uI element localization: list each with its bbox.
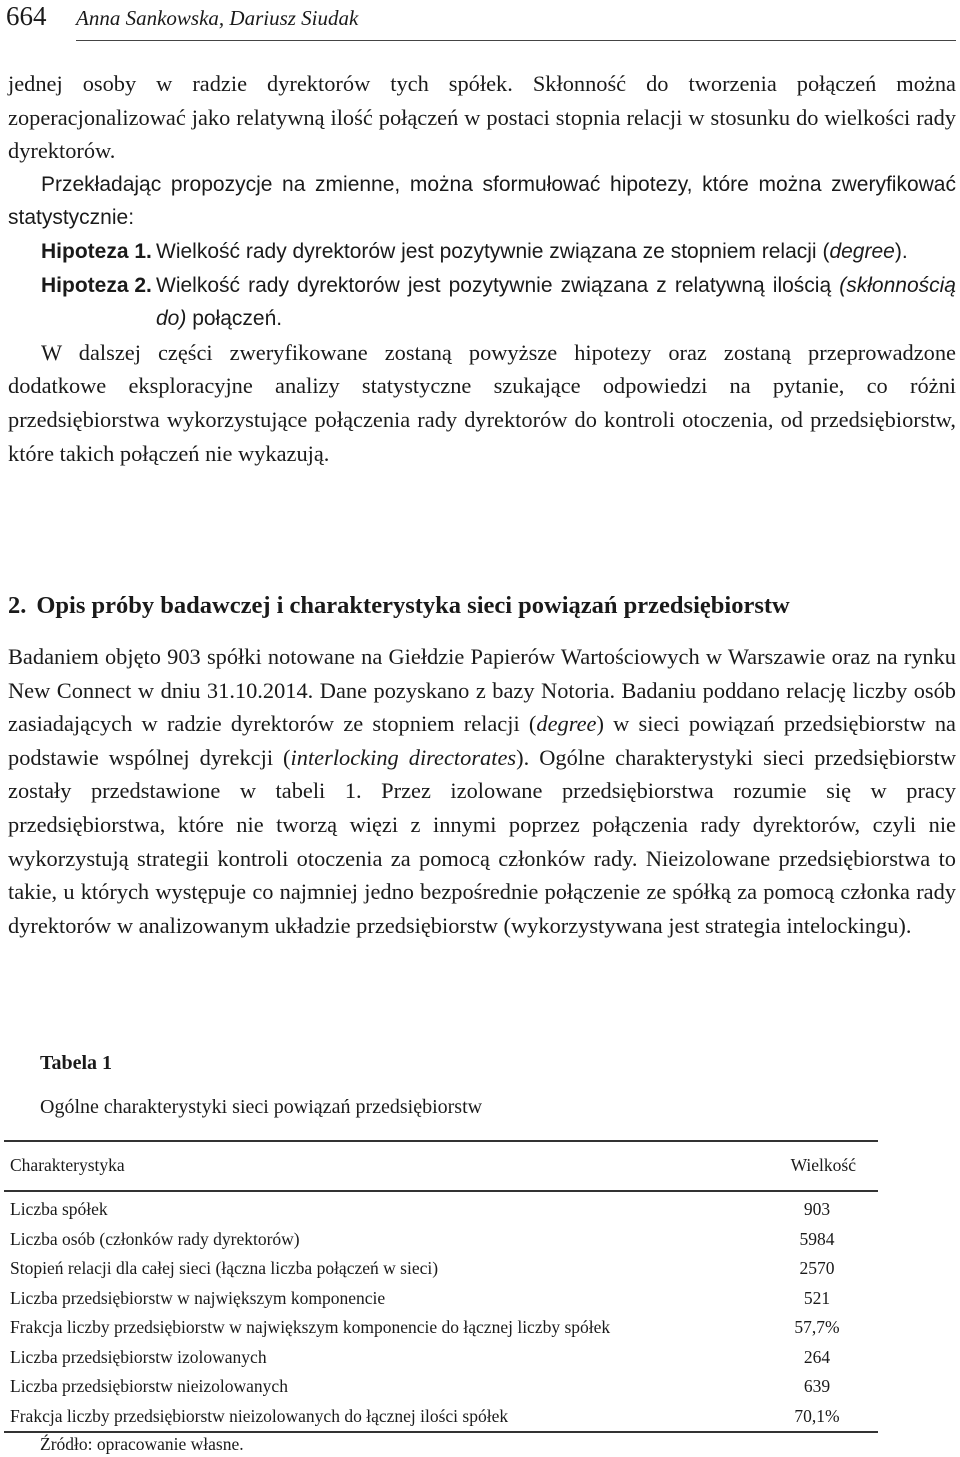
- hypothesis-1-text: [156, 235, 956, 269]
- table-cell-name: Liczba osób (członków rady dyrektorów): [10, 1228, 300, 1249]
- hypothesis-2-term: (skłonnością do): [156, 273, 956, 331]
- table-cell-name: Stopień relacji dla całej sieci (łączna liczba połączeń w sieci): [10, 1258, 439, 1278]
- table-caption: Ogólne charakterystyki sieci powiązań przedsiębiorstw: [40, 1096, 483, 1118]
- page-header: [0, 0, 960, 46]
- section-paragraph-part-a: Badaniem objęto 903 spółki notowane na Giełdzie Papierów Wartościowych w Warszawie oraz na rynku New Connect w dniu 31.10.2014. Dane pozyskano z bazy Notoria. Badaniu poddano relację liczby osób zasiadających w radzie dyrektorów ze stopniem relacji (: [8, 644, 956, 737]
- table-cell-name: Liczba przedsiębiorstw izolowanych: [10, 1346, 267, 1367]
- table-cell-value: 70,1%: [794, 1405, 840, 1426]
- table-source-note: Źródło: opracowanie własne.: [40, 1434, 244, 1454]
- section-paragraph-part-c: ). Ogólne charakterystyki sieci przedsiębiorstw zostały przedstawione w tabeli 1. Przez izolowane przedsiębiorstwa rozumie się w pracy przedsiębiorstwa, które nie tworzą więzi z innymi poprzez połączenia rady dyrektorów, czyli nie wykorzystują strategii kontroli otoczenia za pomocą członków rady. Nieizolowane przedsiębiorstwa to takie, u których występuje co najmniej jedno bezpośrednie połączenie ze spółką za pomocą członka rady dyrektorów w analizowanym układzie przedsiębiorstw (wykorzystywana jest strategia intelockingu).: [8, 744, 956, 938]
- section-paragraph: [8, 640, 956, 942]
- table-label: Tabela 1: [40, 1052, 113, 1074]
- page-number: 664: [6, 1, 47, 31]
- table-cell-value: 521: [803, 1287, 831, 1308]
- table-header-value: Wielkość: [790, 1155, 856, 1176]
- hypothesis-1-term: degree: [829, 239, 895, 263]
- hypothesis-2: [8, 269, 956, 336]
- table-cell-name: Liczba przedsiębiorstw w największym komponencie: [10, 1287, 386, 1308]
- table-cell-name: Frakcja liczby przedsiębiorstw w największym komponencie do łącznej liczby spółek: [10, 1317, 611, 1337]
- table-cell-name: Liczba spółek: [10, 1199, 108, 1219]
- hypothesis-2-text: [156, 269, 956, 336]
- table-cell-value: 903: [803, 1199, 831, 1219]
- table-header-characteristic: Charakterystyka: [10, 1155, 125, 1176]
- intro-paragraph-3: W dalszej części zweryfikowane zostaną powyższe hipotezy oraz zostaną przeprowadzone dodatkowe eksploracyjne analizy statystyczne szukające odpowiedzi na pytanie, co różni przedsiębiorstwa wykorzystujące połączenia rady dyrektorów do kontroli otoczenia, od przedsiębiorstw, które takich połączeń nie wykazują.: [8, 339, 956, 466]
- section-term-degree: degree: [536, 711, 597, 737]
- table-row: [4, 1191, 878, 1225]
- table-cell-name: Frakcja liczby przedsiębiorstw nieizolowanych do łącznej ilości spółek: [10, 1405, 509, 1426]
- table-cell-value: 264: [803, 1346, 831, 1367]
- table-row: [4, 1284, 878, 1314]
- table-header-row: [4, 1141, 878, 1191]
- intro-paragraph-2: Przekładając propozycje na zmienne, można sformułować hipotezy, które można zweryfikować statystycznie:: [8, 172, 956, 230]
- table-row: [4, 1254, 878, 1284]
- header-rule: [76, 40, 956, 41]
- section-term-interlocking: interlocking directorates: [290, 744, 517, 770]
- hypothesis-2-label: Hipoteza 2.: [41, 273, 152, 297]
- table-row: [4, 1402, 878, 1433]
- hypothesis-1: [8, 235, 956, 269]
- hypothesis-1-label: Hipoteza 1.: [41, 239, 152, 263]
- hypothesis-1-body: Wielkość rady dyrektorów jest pozytywnie związana ze stopniem relacji: [156, 239, 817, 263]
- characteristics-table: [4, 1140, 878, 1433]
- table-cell-value: 57,7%: [794, 1317, 840, 1337]
- table-cell-value: 5984: [799, 1228, 835, 1249]
- section-number: 2.: [8, 592, 27, 619]
- intro-block: [8, 67, 956, 470]
- hypothesis-1-open: (: [822, 239, 830, 263]
- table-cell-value: 639: [803, 1376, 831, 1396]
- hypothesis-2-tail: połączeń.: [186, 307, 283, 331]
- hypothesis-2-body: Wielkość rady dyrektorów jest pozytywnie związana z relatywną ilością: [156, 273, 832, 297]
- running-head: Anna Sankowska, Dariusz Siudak: [76, 6, 359, 30]
- section-paragraph-part-b: ) w sieci powiązań przedsiębiorstw na podstawie wspólnej dyrekcji (: [8, 711, 956, 770]
- table-cell-value: 2570: [799, 1258, 835, 1278]
- table-cell-name: Liczba przedsiębiorstw nieizolowanych: [10, 1376, 288, 1396]
- intro-paragraph-1: jednej osoby w radzie dyrektorów tych spółek. Skłonność do tworzenia połączeń można zoperacjonalizować jako relatywną ilość połączeń w postaci stopnia relacji w stosunku do wielkości rady dyrektorów.: [8, 71, 956, 164]
- hypothesis-1-close: ).: [894, 239, 908, 263]
- table-row: [4, 1343, 878, 1373]
- section-title: Opis próby badawczej i charakterystyka sieci powiązań przedsiębiorstw: [36, 592, 790, 619]
- table-row: [4, 1313, 878, 1343]
- section-body: [8, 640, 956, 942]
- table-row: [4, 1372, 878, 1402]
- section-heading: [8, 590, 790, 622]
- table-row: [4, 1225, 878, 1255]
